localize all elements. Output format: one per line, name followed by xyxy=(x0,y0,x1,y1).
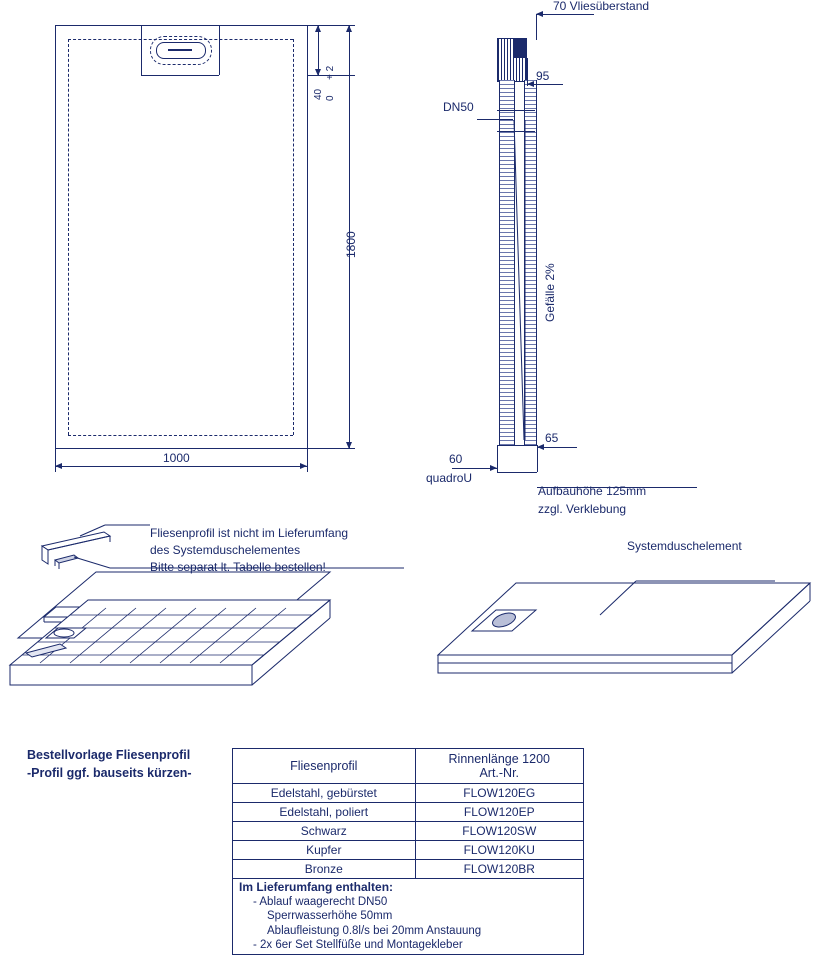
scope-title: Im Lieferumfang enthalten: xyxy=(239,880,394,894)
table-header-profile: Fliesenprofil xyxy=(233,749,416,784)
scope-item: - 2x 6er Set Stellfüße und Montagekleber xyxy=(253,939,463,952)
dim-line-40 xyxy=(318,25,319,75)
table-header-article xyxy=(415,749,583,784)
row-profile-name: Schwarz xyxy=(233,822,416,841)
dn50-leader xyxy=(477,119,513,120)
table-row xyxy=(233,860,584,879)
section-base-left xyxy=(497,445,498,472)
dim-40-tol-lower: 0 xyxy=(325,95,336,101)
drain-box-right xyxy=(219,25,220,75)
drain-slot xyxy=(168,49,192,51)
table-row xyxy=(233,803,584,822)
table-row xyxy=(233,822,584,841)
row-article-number: FLOW120SW xyxy=(415,822,583,841)
dim-1000-arrow-left xyxy=(55,463,62,469)
slope-label: Gefälle 2% xyxy=(543,263,557,322)
drain-box-top xyxy=(141,25,219,26)
exploded-note-line1: Fliesenprofil ist nicht im Lieferumfang xyxy=(150,526,349,540)
section-base-bottom xyxy=(497,472,537,473)
profile-name-label: quadroU xyxy=(426,471,473,485)
row-article-number: FLOW120KU xyxy=(415,841,583,860)
parts-table xyxy=(232,748,584,879)
row-profile-name: Bronze xyxy=(233,860,416,879)
order-template-caption-1: Bestellvorlage Fliesenprofil xyxy=(27,748,191,762)
plan-inner-left xyxy=(68,39,69,435)
dn50-label: DN50 xyxy=(443,100,474,114)
slope-line xyxy=(513,120,525,440)
assembly-label: Systemduschelement xyxy=(627,539,742,553)
dim-line-1000 xyxy=(55,466,307,467)
scope-of-delivery-box xyxy=(232,877,584,955)
exploded-note-line3: Bitte separat lt. Tabelle bestellen! xyxy=(150,560,326,574)
build-height-label-1: Aufbauhöhe 125mm xyxy=(538,484,647,498)
build-height-label-2: zzgl. Verklebung xyxy=(538,502,627,516)
dim-1800-arrow-up xyxy=(346,25,352,32)
dim-1000-label: 1000 xyxy=(163,451,190,465)
ext-line-right-bottom xyxy=(307,448,308,472)
dim-40-tol-upper: + 2 xyxy=(325,65,336,80)
dim-70-ext xyxy=(536,14,537,40)
scope-item: Sperrwasserhöhe 50mm xyxy=(267,910,393,923)
drain-box-bottom xyxy=(141,75,219,76)
fleece-overhang-label: 70 Vliesüberstand xyxy=(553,0,650,13)
plan-outline-bottom xyxy=(55,448,307,449)
dim-40-label: 40 xyxy=(313,88,324,100)
outlet-top-line xyxy=(497,110,535,111)
dim-1800-arrow-down xyxy=(346,442,352,449)
dim-70-line xyxy=(536,14,594,15)
dim-40-arrow-up xyxy=(315,25,321,32)
row-profile-name: Edelstahl, gebürstet xyxy=(233,784,416,803)
dim-65-arrow xyxy=(537,444,544,450)
plan-inner-right xyxy=(293,39,294,435)
dim-95-arrow xyxy=(527,81,534,87)
table-header-article-line1: Rinnenlänge 1200 xyxy=(448,752,550,766)
plan-outline-left xyxy=(55,25,56,449)
dim-60-arrow xyxy=(490,465,497,471)
row-profile-name: Kupfer xyxy=(233,841,416,860)
assembly-view-graphic xyxy=(420,555,830,715)
scope-item: - Ablauf waagerecht DN50 xyxy=(253,896,388,908)
dim-95-label: 95 xyxy=(536,69,550,83)
dim-1800-label: 1800 xyxy=(344,231,358,258)
drain-body-dark xyxy=(514,38,525,58)
drain-box-left xyxy=(141,25,142,75)
dim-1000-arrow-right xyxy=(300,463,307,469)
row-profile-name: Edelstahl, poliert xyxy=(233,803,416,822)
plan-outline-right xyxy=(307,25,308,449)
scope-item: Ablaufleistung 0.8l/s bei 20mm Anstauung xyxy=(267,924,482,937)
dim-70-arrow xyxy=(536,11,543,17)
outlet-bottom-line xyxy=(497,131,535,132)
dim-65-label: 65 xyxy=(545,431,559,445)
plan-inner-bottom xyxy=(68,435,293,436)
row-article-number: FLOW120EG xyxy=(415,784,583,803)
section-base-top xyxy=(497,445,537,446)
order-template-caption-2: -Profil ggf. bauseits kürzen- xyxy=(27,766,192,780)
dim-40-arrow-down xyxy=(315,69,321,76)
table-row xyxy=(233,841,584,860)
table-row xyxy=(233,784,584,803)
row-article-number: FLOW120EP xyxy=(415,803,583,822)
dim-60-label: 60 xyxy=(449,452,463,466)
table-header-article-line2: Art.-Nr. xyxy=(479,766,520,780)
row-article-number: FLOW120BR xyxy=(415,860,583,879)
table-header-row xyxy=(233,749,584,784)
exploded-note-line2: des Systemduschelementes xyxy=(150,543,301,557)
